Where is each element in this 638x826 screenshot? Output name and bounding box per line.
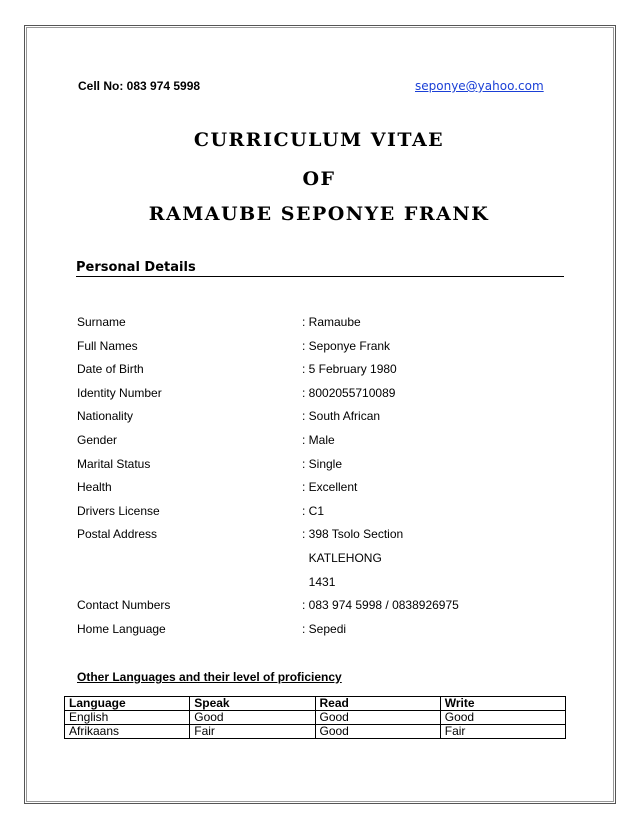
table-cell: Good — [440, 711, 565, 725]
detail-row-health — [77, 480, 459, 504]
detail-label — [77, 551, 302, 575]
detail-row-id-number — [77, 386, 459, 410]
languages-table — [64, 696, 566, 739]
detail-label: Contact Numbers — [77, 598, 171, 613]
detail-value: : Ramaube — [302, 315, 361, 329]
detail-value: : Seponye Frank — [302, 338, 391, 353]
detail-label: Marital Status — [77, 456, 151, 471]
cv-title-of: OF — [302, 168, 336, 190]
cv-owner-name: RAMAUBE SEPONYE FRANK — [148, 203, 490, 225]
detail-row-dob — [77, 362, 459, 386]
detail-value: : Sepedi — [302, 621, 347, 636]
detail-label: Drivers License — [77, 503, 160, 518]
detail-label: Nationality — [77, 409, 134, 424]
personal-details-list — [77, 315, 459, 645]
table-cell: Good — [190, 711, 315, 725]
detail-value: : Excellent — [302, 480, 358, 495]
detail-value: KATLEHONG — [302, 550, 382, 565]
table-cell: Good — [315, 725, 440, 739]
detail-row-home-language — [77, 622, 459, 646]
detail-row-contact-numbers — [77, 598, 459, 622]
detail-row-marital-status — [77, 457, 459, 481]
table-cell: Good — [315, 711, 440, 725]
cv-title: CURRICULUM VITAE — [193, 129, 445, 151]
detail-row-postal-address — [77, 527, 459, 551]
column-header: Write — [440, 697, 565, 711]
table-row — [65, 711, 566, 725]
detail-label: Health — [77, 480, 112, 495]
detail-value: 1431 — [302, 574, 336, 589]
detail-label: Full Names — [77, 338, 138, 353]
detail-row-postal-address-line3 — [77, 575, 459, 599]
table-cell: Fair — [190, 725, 315, 739]
detail-label: Gender — [77, 432, 118, 447]
table-cell: Afrikaans — [65, 725, 190, 739]
detail-label: Home Language — [77, 621, 166, 636]
detail-value: : 8002055710089 — [302, 385, 396, 400]
detail-row-nationality — [77, 409, 459, 433]
detail-row-gender — [77, 433, 459, 457]
detail-label: Identity Number — [77, 385, 162, 400]
cell-number: Cell No: 083 974 5998 — [78, 79, 201, 93]
detail-label: Date of Birth — [77, 362, 144, 377]
detail-value: : South African — [302, 409, 381, 424]
table-row — [65, 725, 566, 739]
detail-value: : 083 974 5998 / 0838926975 — [302, 598, 459, 613]
table-header-row — [65, 697, 566, 711]
detail-value: : 5 February 1980 — [302, 362, 397, 377]
detail-label: Postal Address — [77, 527, 158, 542]
column-header: Read — [315, 697, 440, 711]
languages-heading: Other Languages and their level of proficiency — [77, 670, 342, 684]
table-cell: Fair — [440, 725, 565, 739]
detail-row-surname — [77, 315, 459, 339]
detail-row-drivers-license — [77, 504, 459, 528]
table-cell: English — [65, 711, 190, 725]
detail-value: : 398 Tsolo Section — [302, 527, 404, 542]
column-header: Language — [65, 697, 190, 711]
detail-value: : C1 — [302, 503, 325, 518]
detail-row-full-names — [77, 339, 459, 363]
detail-row-postal-address-line2 — [77, 551, 459, 575]
column-header: Speak — [190, 697, 315, 711]
email-link[interactable]: seponye@yahoo.com — [415, 79, 544, 93]
personal-details-heading: Personal Details — [76, 260, 564, 277]
detail-value: : Male — [302, 432, 335, 447]
detail-value: : Single — [302, 456, 343, 471]
detail-label — [77, 575, 302, 599]
detail-label: Surname — [77, 315, 126, 329]
